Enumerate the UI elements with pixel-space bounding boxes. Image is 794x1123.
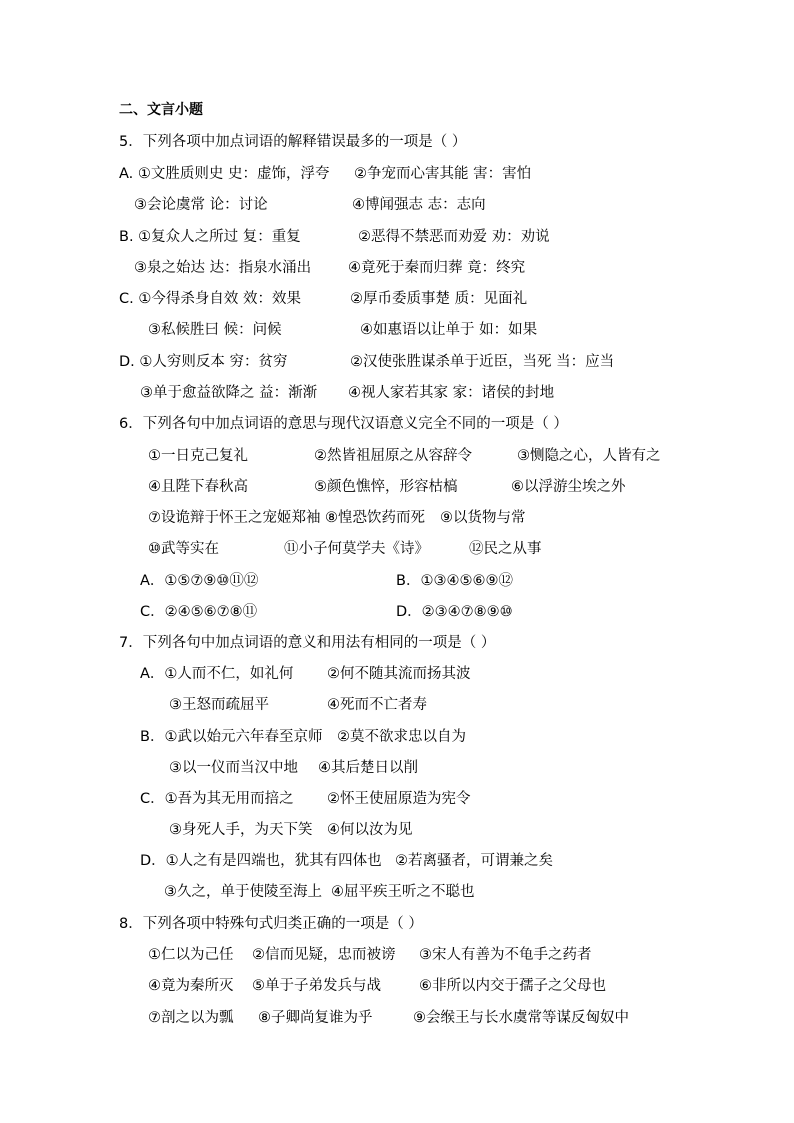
q5-b-item3: ③泉之始达 达：指泉水涌出 [134, 260, 312, 276]
q6-option-a: A．①⑤⑦⑨⑩⑪⑫ [140, 573, 259, 589]
q7-d-item4: ④屈平疾王听之不聪也 [331, 884, 475, 900]
q6-option-b: B．①③④⑤⑥⑨⑫ [396, 573, 513, 589]
q8-item9: ⑨会缑王与长水虞常等谋反匈奴中 [413, 1010, 629, 1026]
q6-item9: ⑨以货物与常 [440, 510, 526, 526]
q8-item5: ⑤单于子弟发兵与战 [252, 978, 381, 994]
q7-b-item2: ②莫不欲求忠以自为 [337, 729, 466, 745]
q6-item12: ⑫民之从事 [469, 541, 542, 557]
q5-d-item3: ③单于愈益欲降之 益：渐渐 [140, 385, 318, 401]
q5-d-item4: ④视人家若其家 家：诸侯的封地 [348, 385, 555, 401]
q5-a-item4: ④博闻强志 志：志向 [352, 197, 486, 213]
q8-stem: 8．下列各项中特殊句式归类正确的一项是（ ） [119, 916, 423, 932]
q7-stem: 7．下列各句中加点词语的意义和用法有相同的一项是（ ） [119, 635, 496, 651]
q7-d-item2: ②若离骚者，可谓兼之矣 [395, 853, 553, 869]
q6-stem: 6．下列各句中加点词语的意思与现代汉语意义完全不同的一项是（ ） [119, 416, 568, 432]
q8-item3: ③宋人有善为不龟手之药者 [419, 947, 592, 963]
q7-a-item1: A．①人而不仁，如礼何 [140, 666, 294, 682]
q5-a-item3: ③会论虞常 论：讨论 [134, 197, 268, 213]
q5-b-item1: B. ①复众人之所过 复：重复 [119, 229, 301, 245]
q7-a-item2: ②何不随其流而扬其波 [327, 666, 471, 682]
q6-item8: ⑧惶恐饮药而死 [325, 510, 425, 526]
q5-b-item4: ④竟死于秦而归葬 竟：终究 [348, 260, 526, 276]
q5-a-item1: A. ①文胜质则史 史：虚饰，浮夸 [119, 166, 330, 182]
q6-item3: ③恻隐之心，人皆有之 [517, 448, 661, 464]
q6-item4: ④且陛下春秋高 [148, 479, 248, 495]
q5-stem: 5．下列各项中加点词语的解释错误最多的一项是（ ） [119, 134, 467, 150]
q5-c-item3: ③私候胜曰 候：问候 [148, 322, 282, 338]
q6-option-c: C．②④⑤⑥⑦⑧⑪ [140, 604, 258, 620]
q6-item6: ⑥以浮游尘埃之外 [511, 479, 626, 495]
q7-d-item1: D．①人之有是四端也，犹其有四体也 [140, 853, 382, 869]
q7-c-item1: C．①吾为其无用而掊之 [140, 791, 294, 807]
q6-item11: ⑪小子何莫学夫《诗》 [284, 541, 429, 557]
q8-item2: ②信而见疑，忠而被谤 [252, 947, 396, 963]
q7-b-item1: B．①武以始元六年春至京师 [140, 729, 323, 745]
q7-d-item3: ③久之，单于使陵至海上 [164, 884, 322, 900]
q6-item5: ⑤颜色憔悴，形容枯槁 [314, 479, 458, 495]
q8-item1: ①仁以为己任 [148, 947, 234, 963]
q5-c-item1: C. ①今得杀身自效 效：效果 [119, 291, 301, 307]
q7-c-item3: ③身死人手，为天下笑 [169, 822, 313, 838]
q8-item8: ⑧子卿尚复谁为乎 [258, 1010, 373, 1026]
q6-item10: ⑩武等实在 [148, 541, 219, 557]
q6-option-d: D．②③④⑦⑧⑨⑩ [396, 604, 513, 620]
q5-d-item1: D. ①人穷则反本 穷：贫穷 [119, 354, 288, 370]
q6-item7: ⑦设诡辩于怀王之宠姬郑袖 [148, 510, 321, 526]
q7-c-item2: ②怀王使屈原造为宪令 [327, 791, 471, 807]
q7-c-item4: ④何以汝为见 [327, 822, 413, 838]
q6-item1: ①一日克己复礼 [148, 448, 248, 464]
section-title: 二、文言小题 [119, 102, 203, 118]
q6-item2: ②然皆祖屈原之从容辞令 [314, 448, 472, 464]
q5-d-item2: ②汉使张胜谋杀单于近臣，当死 当：应当 [350, 354, 615, 370]
q7-b-item4: ④其后楚日以削 [318, 760, 418, 776]
q5-c-item4: ④如惠语以让单于 如：如果 [360, 322, 538, 338]
q8-item4: ④竟为秦所灭 [148, 978, 234, 994]
q5-a-item2: ②争宠而心害其能 害：害怕 [354, 166, 532, 182]
q5-b-item2: ②恶得不禁恶而劝爱 劝：劝说 [358, 229, 550, 245]
q7-a-item4: ④死而不亡者寿 [327, 697, 427, 713]
q8-item7: ⑦剖之以为瓢 [148, 1010, 234, 1026]
q7-a-item3: ③王怒而疏屈平 [169, 697, 269, 713]
q7-b-item3: ③以一仪而当汉中地 [169, 760, 298, 776]
q8-item6: ⑥非所以内交于孺子之父母也 [419, 978, 606, 994]
q5-c-item2: ②厚币委质事楚 质：见面礼 [350, 291, 528, 307]
